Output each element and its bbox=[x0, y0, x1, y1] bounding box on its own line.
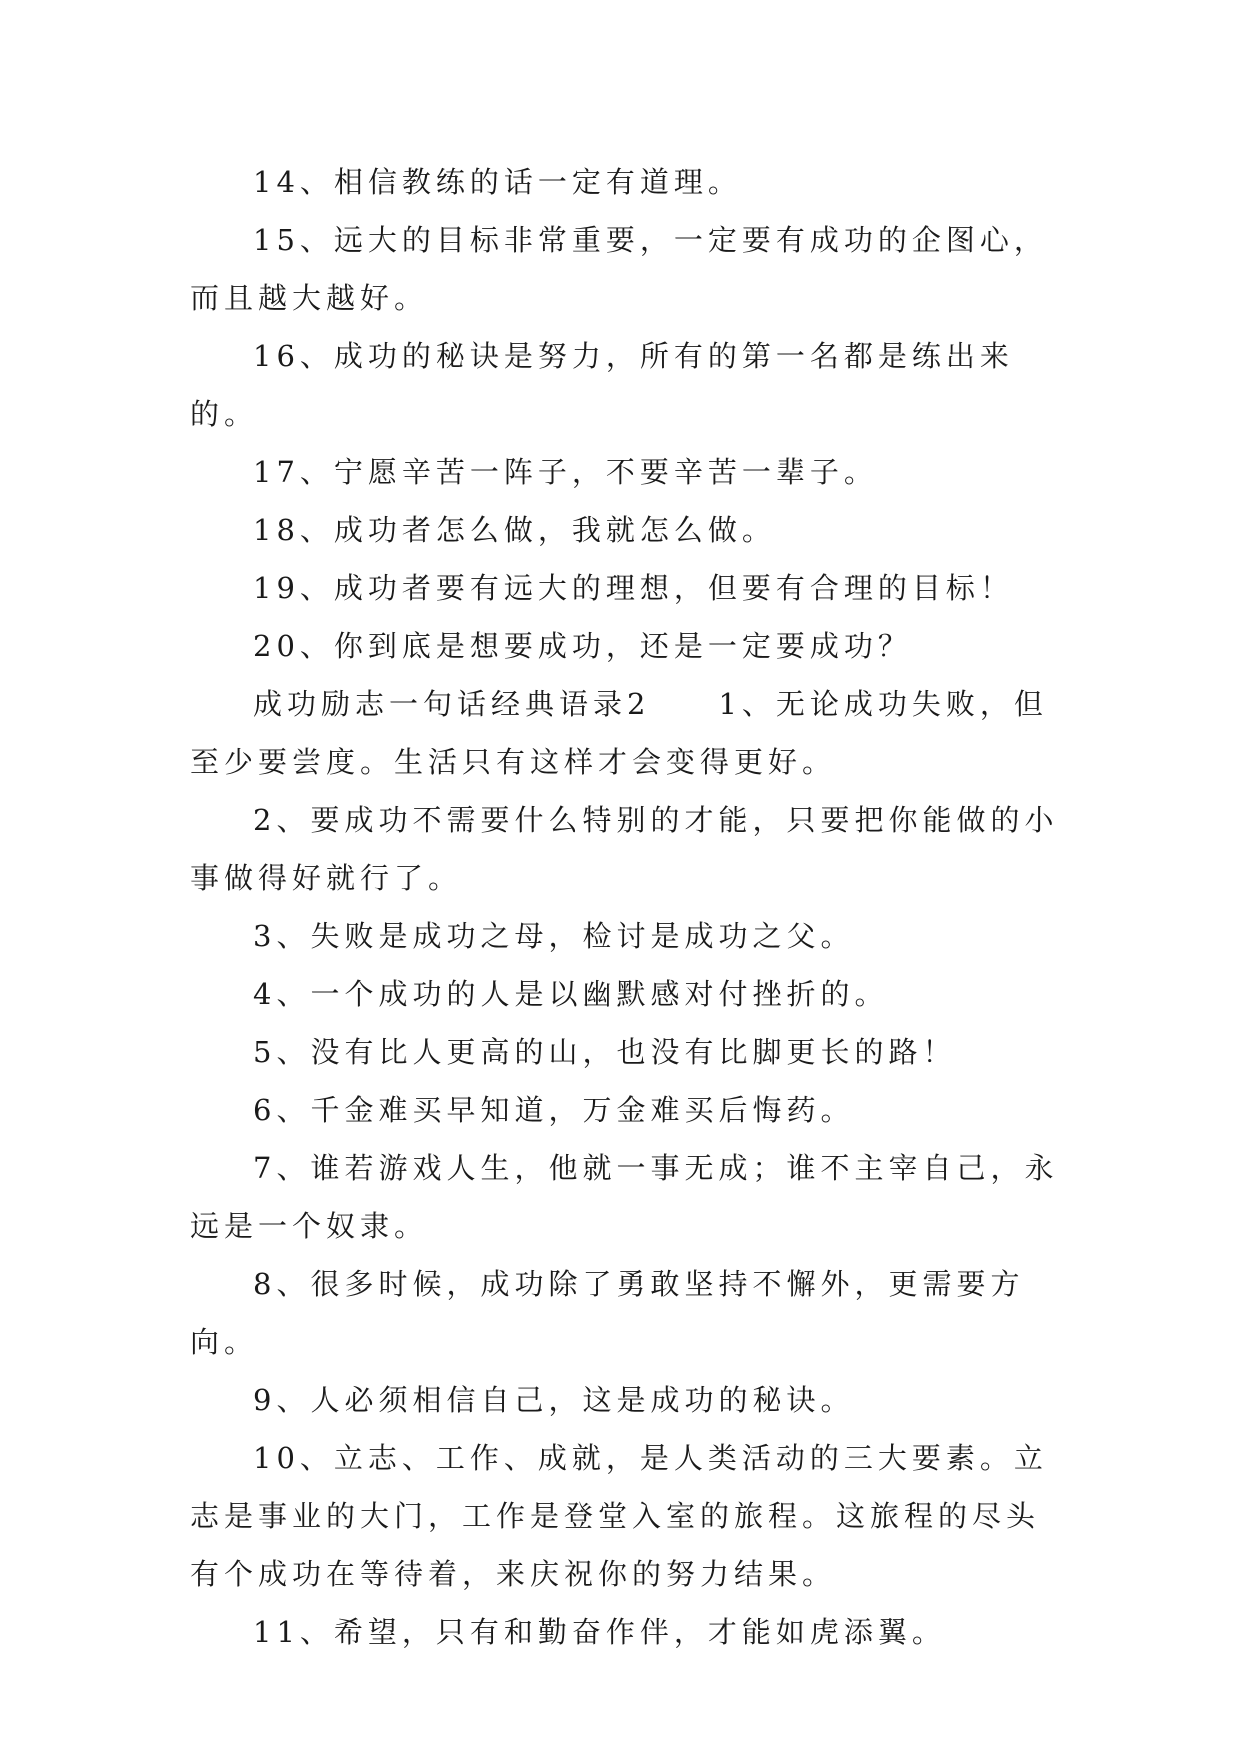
paragraph-20: 20、你到底是想要成功，还是一定要成功？ bbox=[253, 629, 912, 663]
paragraph-2: 2、要成功不需要什么特别的才能，只要把你能做的小事做得好就行了。 bbox=[190, 803, 1059, 895]
document-body bbox=[190, 153, 1060, 1661]
paragraph-9: 9、人必须相信自己，这是成功的秘诀。 bbox=[253, 1383, 855, 1417]
paragraph-11: 11、希望，只有和勤奋作伴，才能如虎添翼。 bbox=[253, 1615, 946, 1649]
paragraph-19: 19、成功者要有远大的理想，但要有合理的目标！ bbox=[253, 571, 1014, 605]
paragraph-5: 5、没有比人更高的山，也没有比脚更长的路！ bbox=[253, 1035, 957, 1069]
paragraph-18: 18、成功者怎么做，我就怎么做。 bbox=[253, 513, 776, 547]
paragraph-14: 14、相信教练的话一定有道理。 bbox=[253, 165, 742, 199]
paragraph-4: 4、一个成功的人是以幽默感对付挫折的。 bbox=[253, 977, 889, 1011]
paragraph-8: 8、很多时候，成功除了勇敢坚持不懈外，更需要方向。 bbox=[190, 1267, 1025, 1359]
paragraph-16: 16、成功的秘诀是努力，所有的第一名都是练出来的。 bbox=[190, 339, 1014, 431]
paragraph-7: 7、谁若游戏人生，他就一事无成；谁不主宰自己，永远是一个奴隶。 bbox=[190, 1151, 1059, 1243]
paragraph-15: 15、远大的目标非常重要，一定要有成功的企图心，而且越大越好。 bbox=[190, 223, 1048, 315]
paragraph-3: 3、失败是成功之母，检讨是成功之父。 bbox=[253, 919, 855, 953]
paragraph-17: 17、宁愿辛苦一阵子，不要辛苦一辈子。 bbox=[253, 455, 878, 489]
paragraph-6: 6、千金难买早知道，万金难买后悔药。 bbox=[253, 1093, 855, 1127]
paragraph-10: 10、立志、工作、成就，是人类活动的三大要素。立志是事业的大门，工作是登堂入室的旅程。这旅程的尽头有个成功在等待着，来庆祝你的努力结果。 bbox=[190, 1441, 1048, 1591]
section-heading-paragraph: 成功励志一句话经典语录2 1、无论成功失败，但至少要尝度。生活只有这样才会变得更好。 bbox=[190, 687, 1048, 779]
